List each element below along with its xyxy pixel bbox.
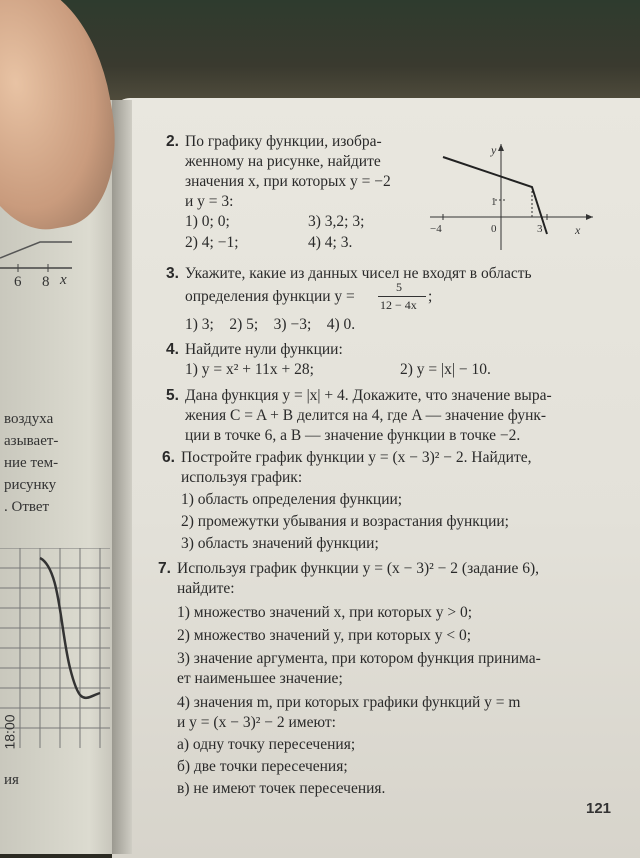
task6-line-5: 3) область значений функции; xyxy=(181,535,379,552)
task2-option-4: 4) 4; 3. xyxy=(308,234,353,251)
left-bottom-fragment: ия xyxy=(4,772,19,788)
task2-line-3: значения x, при которых y = −2 xyxy=(185,173,391,190)
task2-option-1: 1) 0; 0; xyxy=(185,213,230,230)
task7-line-4: 2) множество значений y, при которых y < 0; xyxy=(177,627,472,644)
task5-number: 5. xyxy=(166,387,179,404)
task2-line-1: По графику функции, изобра- xyxy=(185,133,382,150)
task3-options: 1) 3; 2) 5; 3) −3; 4) 0. xyxy=(185,316,356,333)
task6-line-2: используя график: xyxy=(181,469,303,486)
book-gutter xyxy=(112,100,132,854)
graph-x-arrow xyxy=(586,214,593,220)
task3-number: 3. xyxy=(166,265,179,282)
left-text-line-4: рисунку xyxy=(4,477,57,493)
graph-x-label: x xyxy=(575,223,581,237)
graph-tick-label-3: 3 xyxy=(537,223,543,235)
graph-tick-label-1: 1 xyxy=(491,196,497,208)
task4-number: 4. xyxy=(166,341,179,358)
task7-line-2: найдите: xyxy=(177,580,235,597)
task6-line-3: 1) область определения функции; xyxy=(181,491,403,508)
left-axis-label-6: 6 xyxy=(14,274,22,290)
task7-line-9: а) одну точку пересечения; xyxy=(177,736,356,753)
task3-fraction-tail: ; xyxy=(428,288,433,305)
task7-line-1: Используя график функции y = (x − 3)² − 2 (задание 6), xyxy=(177,560,539,577)
task6-line-4: 2) промежутки убывания и возрастания функции; xyxy=(181,513,509,530)
task7-line-5: 3) значение аргумента, при котором функция принима- xyxy=(177,650,541,667)
task3-fraction-numerator: 5 xyxy=(396,280,402,294)
graph-tick-label-minus4: −4 xyxy=(430,223,442,235)
task6-number: 6. xyxy=(162,449,175,466)
left-axis-label-x: x xyxy=(60,272,67,288)
task3-fraction-denominator: 12 − 4x xyxy=(380,298,417,312)
task7-line-7: 4) значения m, при которых графики функций y = m xyxy=(177,694,521,711)
graph-y-label: y xyxy=(491,143,497,157)
graph-y-arrow xyxy=(498,144,504,151)
task5-line-3: ции в точке 6, а B — значение функции в точке −2. xyxy=(185,427,521,444)
graph-tick-label-0: 0 xyxy=(491,223,497,235)
task7-line-11: в) не имеют точек пересечения. xyxy=(177,780,386,797)
task4-option-2: 2) y = |x| − 10. xyxy=(400,361,491,378)
left-time-label: 18:00 xyxy=(1,714,18,750)
task2-option-2: 2) 4; −1; xyxy=(185,234,239,251)
left-text-line-3: ние тем- xyxy=(4,455,59,471)
left-text-line-1: воздуха xyxy=(4,411,54,427)
page-number: 121 xyxy=(586,800,612,817)
task7-line-3: 1) множество значений x, при которых y > 0; xyxy=(177,604,473,621)
task7-line-8: и y = (x − 3)² − 2 имеют: xyxy=(177,714,336,731)
task2-number: 2. xyxy=(166,133,179,150)
task3-line-1: Укажите, какие из данных чисел не входят в область xyxy=(185,265,532,282)
task2-function-graph xyxy=(425,142,595,252)
left-text-line-2: азывает- xyxy=(4,433,59,449)
task4-option-1: 1) y = x² + 11x + 28; xyxy=(185,361,314,378)
task7-line-6: ет наименьшее значение; xyxy=(177,670,343,687)
left-axis-label-8: 8 xyxy=(42,274,50,290)
task3-fraction-bar xyxy=(378,296,426,297)
task7-line-10: б) две точки пересечения; xyxy=(177,758,348,775)
left-graph-line xyxy=(0,242,72,258)
task5-line-1: Дана функция y = |x| + 4. Докажите, что значение выра- xyxy=(185,387,552,404)
task6-line-1: Постройте график функции y = (x − 3)² − 2. Найдите, xyxy=(181,449,532,466)
task5-line-2: жения C = A + B делится на 4, где A — значение функ- xyxy=(185,407,547,424)
left-text-line-5: . Ответ xyxy=(4,499,50,515)
task2-line-4: и y = 3: xyxy=(185,193,234,210)
task2-line-2: женному на рисунке, найдите xyxy=(185,153,381,170)
task2-option-3: 3) 3,2; 3; xyxy=(308,213,365,230)
task7-number: 7. xyxy=(158,560,171,577)
task3-line-2: определения функции y = xyxy=(185,288,355,305)
task4-line-1: Найдите нули функции: xyxy=(185,341,343,358)
